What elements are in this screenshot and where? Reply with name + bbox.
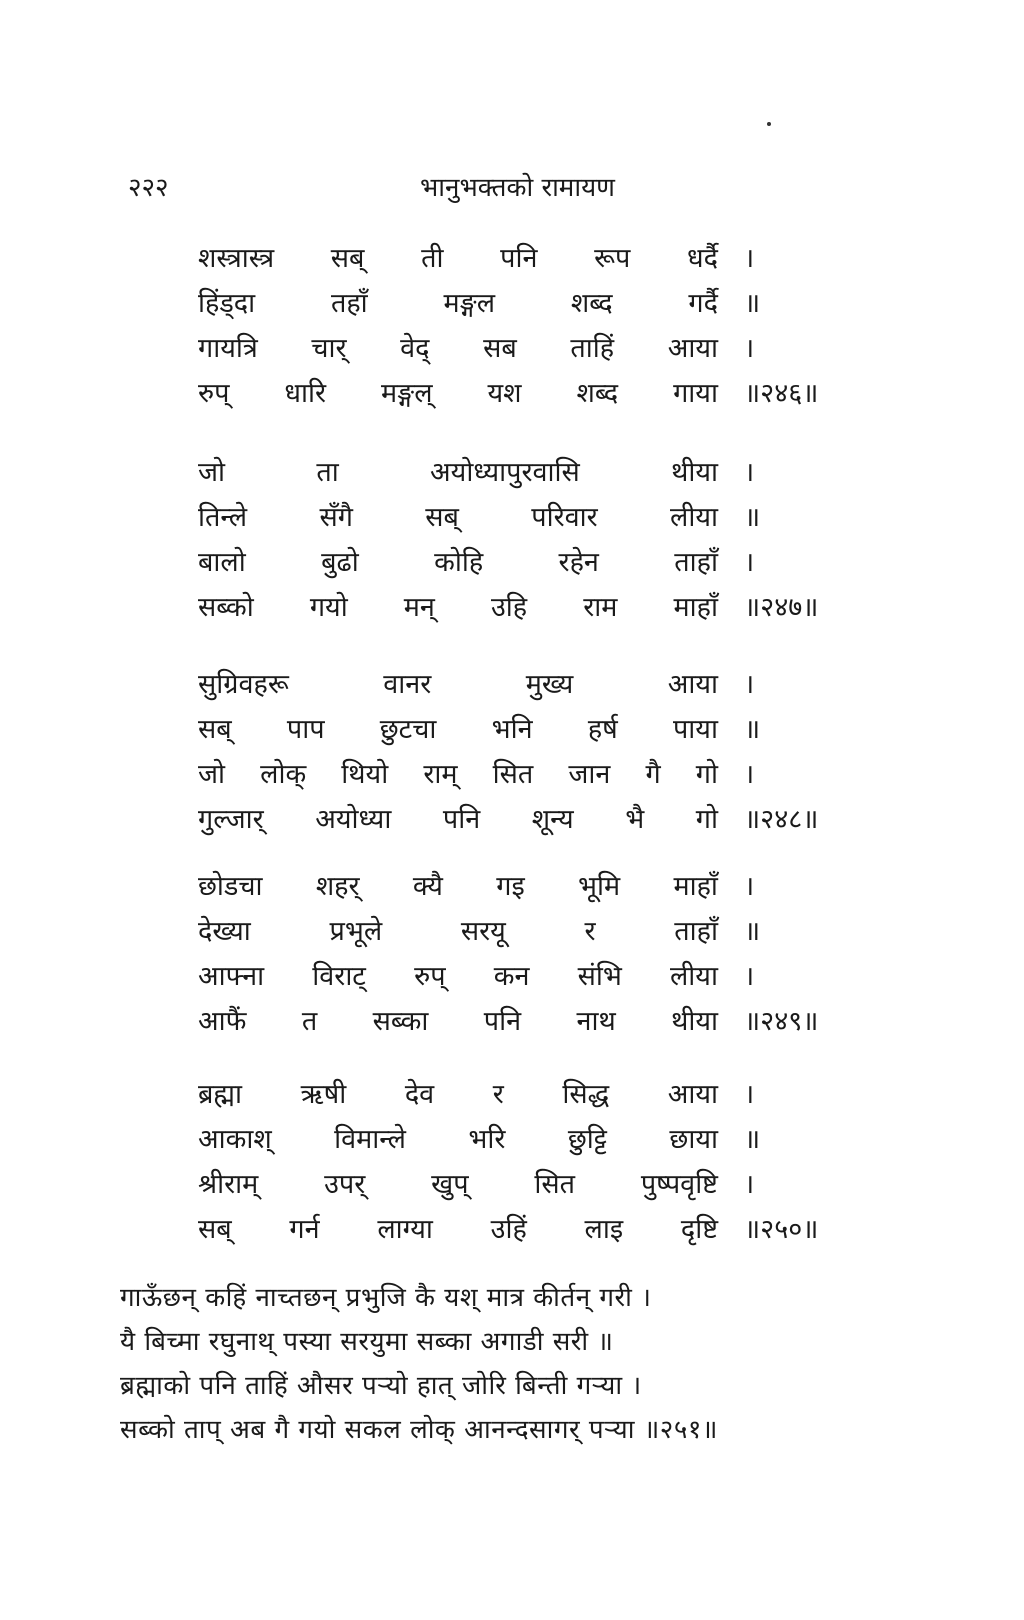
verse-line: गाऊँछन् कहिं नाच्तछन् प्रभुजि कै यश् मात्र कीर्तन् गरी । <box>120 1283 652 1313</box>
verse-words <box>198 450 718 495</box>
verse-words <box>198 1072 718 1117</box>
verse-word: धारि <box>284 378 327 409</box>
verse-word: लीया <box>670 502 718 533</box>
verse-word: वेद् <box>400 333 430 364</box>
verse-word: जो <box>198 759 226 790</box>
verse-words <box>198 864 718 909</box>
verse-word: छुटचा <box>379 714 437 745</box>
verse-line: यै बिच्मा रघुनाथ् पस्या सरयुमा सब्का अगाडी सरी ॥ <box>120 1327 614 1357</box>
stanza <box>198 1072 858 1252</box>
verse-word: ताहाँ <box>674 547 718 578</box>
verse-word: पाप <box>286 714 325 745</box>
verse-line <box>198 540 758 585</box>
verse-line <box>198 281 761 326</box>
verse-word: र <box>492 1079 504 1110</box>
verse-word: अयोध्यापुरवासि <box>430 457 580 488</box>
verse-word: माहाँ <box>673 592 718 623</box>
verse-words <box>198 954 718 999</box>
verse-word: चार् <box>311 333 347 364</box>
verse-word: शहर् <box>315 871 360 902</box>
verse-line <box>198 999 819 1044</box>
verse-word: अयोध्या <box>315 804 392 835</box>
verse-word: सब <box>483 333 517 364</box>
verse-word: देव <box>404 1079 435 1110</box>
verse-word: बुढो <box>321 547 359 578</box>
verse-word: ताहाँ <box>674 916 718 947</box>
verse-word: रहेन <box>558 547 599 578</box>
verse-word: र <box>584 916 596 947</box>
verse-word: जो <box>198 457 226 488</box>
running-title: भानुभक्तको रामायण <box>420 173 615 203</box>
verse-word: शून्य <box>531 804 574 835</box>
verse-word: पनि <box>483 1006 522 1037</box>
verse-word: लीया <box>670 961 718 992</box>
verse-line <box>198 326 758 371</box>
verse-end-mark: । <box>744 333 755 364</box>
verse-words <box>198 909 718 954</box>
verse-word: हर्ष <box>587 714 618 745</box>
verse-words <box>198 999 718 1044</box>
verse-word: आया <box>667 333 718 364</box>
verse-line <box>198 495 761 540</box>
verse-word: गै <box>645 759 661 790</box>
verse-line <box>198 662 758 707</box>
verse-end-mark: ॥ <box>744 714 761 745</box>
verse-word: परिवार <box>531 502 598 533</box>
verse-line <box>198 1072 758 1117</box>
stanza <box>198 662 858 842</box>
verse-end-mark: ॥ <box>744 916 761 947</box>
verse-word: गो <box>695 804 718 835</box>
verse-word: सब् <box>198 714 232 745</box>
verse-line <box>198 585 819 630</box>
verse-word: रुप् <box>414 961 446 992</box>
verse-word: आफैं <box>198 1006 247 1037</box>
verse-word: त <box>301 1006 318 1037</box>
verse-line <box>198 954 758 999</box>
verse-word: लाग्या <box>377 1214 433 1245</box>
verse-words <box>198 495 718 540</box>
verse-end-mark: ॥२४६॥ <box>744 378 819 409</box>
verse-word: भनि <box>491 714 533 745</box>
verse-word: विराट् <box>312 961 366 992</box>
verse-words <box>198 1207 718 1252</box>
verse-word: शस्त्रास्त्र <box>198 243 275 274</box>
verse-line <box>198 797 819 842</box>
verse-words <box>198 707 718 752</box>
verse-word: भरि <box>468 1124 506 1155</box>
verse-word: कन <box>493 961 530 992</box>
verse-word: गुल्जार् <box>198 804 264 835</box>
verse-word: संभि <box>577 961 622 992</box>
verse-end-mark: । <box>744 759 755 790</box>
stanza <box>198 450 858 630</box>
verse-end-mark: ॥ <box>744 1124 761 1155</box>
verse-end-mark: ॥ <box>744 502 761 533</box>
verse-word: देख्या <box>198 916 251 947</box>
verse-word: पुष्पवृष्टि <box>640 1169 718 1200</box>
verse-word: रुप् <box>198 378 230 409</box>
verse-word: सब् <box>198 1214 232 1245</box>
verse-word: तहाँ <box>330 288 368 319</box>
verse-word: ती <box>421 243 444 274</box>
verse-line <box>198 1117 761 1162</box>
verse-word: सित <box>534 1169 575 1200</box>
verse-words <box>198 662 718 707</box>
verse-end-mark: ॥२४८॥ <box>744 804 819 835</box>
verse-word: जान <box>568 759 611 790</box>
verse-word: शब्द <box>576 378 619 409</box>
verse-word: ता <box>316 457 339 488</box>
verse-word: हिंड्दा <box>198 288 256 319</box>
stanza-251 <box>120 1276 900 1452</box>
stanza <box>198 236 858 416</box>
verse-words <box>198 1117 718 1162</box>
verse-word: धर्दै <box>687 243 718 274</box>
verse-line: ब्रह्माको पनि ताहिं औसर पऱ्यो हात् जोरि बिन्ती गऱ्या । <box>120 1371 642 1401</box>
verse-words <box>198 752 718 797</box>
verse-word: पनि <box>442 804 481 835</box>
verse-end-mark: ॥२५०॥ <box>744 1214 819 1245</box>
verse-word: छुट्टि <box>567 1124 607 1155</box>
verse-line <box>198 236 758 281</box>
verse-word: थीया <box>671 1006 718 1037</box>
verse-end-mark: ॥२४७॥ <box>744 592 819 623</box>
verse-word: नाथ <box>576 1006 616 1037</box>
verse-word: प्रभूले <box>329 916 383 947</box>
verse-word: उहिं <box>490 1214 527 1245</box>
verse-word: थियो <box>341 759 389 790</box>
verse-words <box>198 326 718 371</box>
verse-word: गो <box>695 759 718 790</box>
verse-line <box>198 752 758 797</box>
stanza <box>198 864 858 1044</box>
verse-word: राम् <box>423 759 458 790</box>
verse-word: श्रीराम् <box>198 1169 259 1200</box>
verse-word: ताहिं <box>570 333 615 364</box>
verse-words <box>198 281 718 326</box>
verse-word: सिद्ध <box>562 1079 610 1110</box>
verse-word: सब् <box>425 502 459 533</box>
verse-line <box>198 1207 819 1252</box>
verse-word: उहि <box>491 592 528 623</box>
verse-line <box>198 864 758 909</box>
verse-word: उपर् <box>324 1169 366 1200</box>
verse-word: क्यै <box>412 871 443 902</box>
verse-word: सरयू <box>460 916 506 947</box>
verse-word: दृष्टि <box>680 1214 718 1245</box>
verse-word: आफ्ना <box>198 961 265 992</box>
verse-word: मुख्य <box>525 669 574 700</box>
verse-word: विमान्ले <box>334 1124 406 1155</box>
verse-word: गर्न <box>289 1214 320 1245</box>
verse-word: छोडचा <box>198 871 263 902</box>
verse-word: गायत्रि <box>198 333 258 364</box>
print-speck <box>767 122 771 126</box>
verse-word: तिन्ले <box>198 502 248 533</box>
verse-word: गाया <box>673 378 718 409</box>
verse-end-mark: । <box>744 457 755 488</box>
verse-word: आकाश् <box>198 1124 272 1155</box>
verse-end-mark: ॥ <box>744 288 761 319</box>
verse-word: शब्द <box>570 288 613 319</box>
verse-words <box>198 236 718 281</box>
verse-word: लाइ <box>584 1214 624 1245</box>
verse-word: कोहि <box>434 547 484 578</box>
verse-line: सब्को ताप् अब गै गयो सकल लोक् आनन्दसागर् पऱ्या ॥२५१॥ <box>120 1415 718 1445</box>
verse-word: सित <box>492 759 534 790</box>
verse-word: आया <box>667 669 718 700</box>
verse-word: पाया <box>672 714 718 745</box>
verse-words <box>198 371 718 416</box>
verse-end-mark: । <box>744 871 755 902</box>
verse-word: खुप् <box>431 1169 469 1200</box>
verse-word: सब् <box>330 243 365 274</box>
verse-word: छाया <box>669 1124 718 1155</box>
verse-word: गर्दै <box>688 288 718 319</box>
verse-word: सुग्रिवहरू <box>198 669 289 700</box>
verse-end-mark: । <box>744 669 755 700</box>
verse-word: रूप <box>594 243 631 274</box>
verse-line <box>198 1162 758 1207</box>
verse-word: मन् <box>403 592 435 623</box>
verse-word: यश <box>487 378 522 409</box>
verse-word: ब्रह्मा <box>198 1079 243 1110</box>
verse-word: माहाँ <box>673 871 718 902</box>
verse-word: सँगै <box>319 502 353 533</box>
verse-line <box>198 909 761 954</box>
verse-words <box>198 1162 718 1207</box>
verse-words <box>198 797 718 842</box>
verse-word: सब्को <box>198 592 254 623</box>
verse-end-mark: । <box>744 547 755 578</box>
verse-word: पनि <box>500 243 538 274</box>
verse-word: मङ्गल <box>443 288 496 319</box>
verse-word: राम <box>583 592 618 623</box>
verse-word: मङ्गल् <box>381 378 433 409</box>
verse-word: वानर <box>383 669 432 700</box>
verse-line <box>198 371 819 416</box>
verse-end-mark: । <box>744 961 755 992</box>
verse-word: गइ <box>496 871 525 902</box>
verse-line <box>198 450 758 495</box>
verse-end-mark: । <box>744 1079 755 1110</box>
verse-end-mark: । <box>744 1169 755 1200</box>
verse-word: भै <box>625 804 645 835</box>
verse-end-mark: । <box>744 243 755 274</box>
verse-words <box>198 540 718 585</box>
verse-word: थीया <box>671 457 718 488</box>
verse-word: गयो <box>309 592 348 623</box>
verse-word: भूमि <box>578 871 621 902</box>
verse-line <box>198 707 761 752</box>
page-number: २२२ <box>128 173 169 203</box>
verse-end-mark: ॥२४९॥ <box>744 1006 819 1037</box>
verse-words <box>198 585 718 630</box>
verse-word: बालो <box>198 547 246 578</box>
verse-word: ऋषी <box>300 1079 347 1110</box>
verse-word: आया <box>667 1079 718 1110</box>
verse-word: सब्का <box>372 1006 429 1037</box>
verse-word: लोक् <box>260 759 307 790</box>
